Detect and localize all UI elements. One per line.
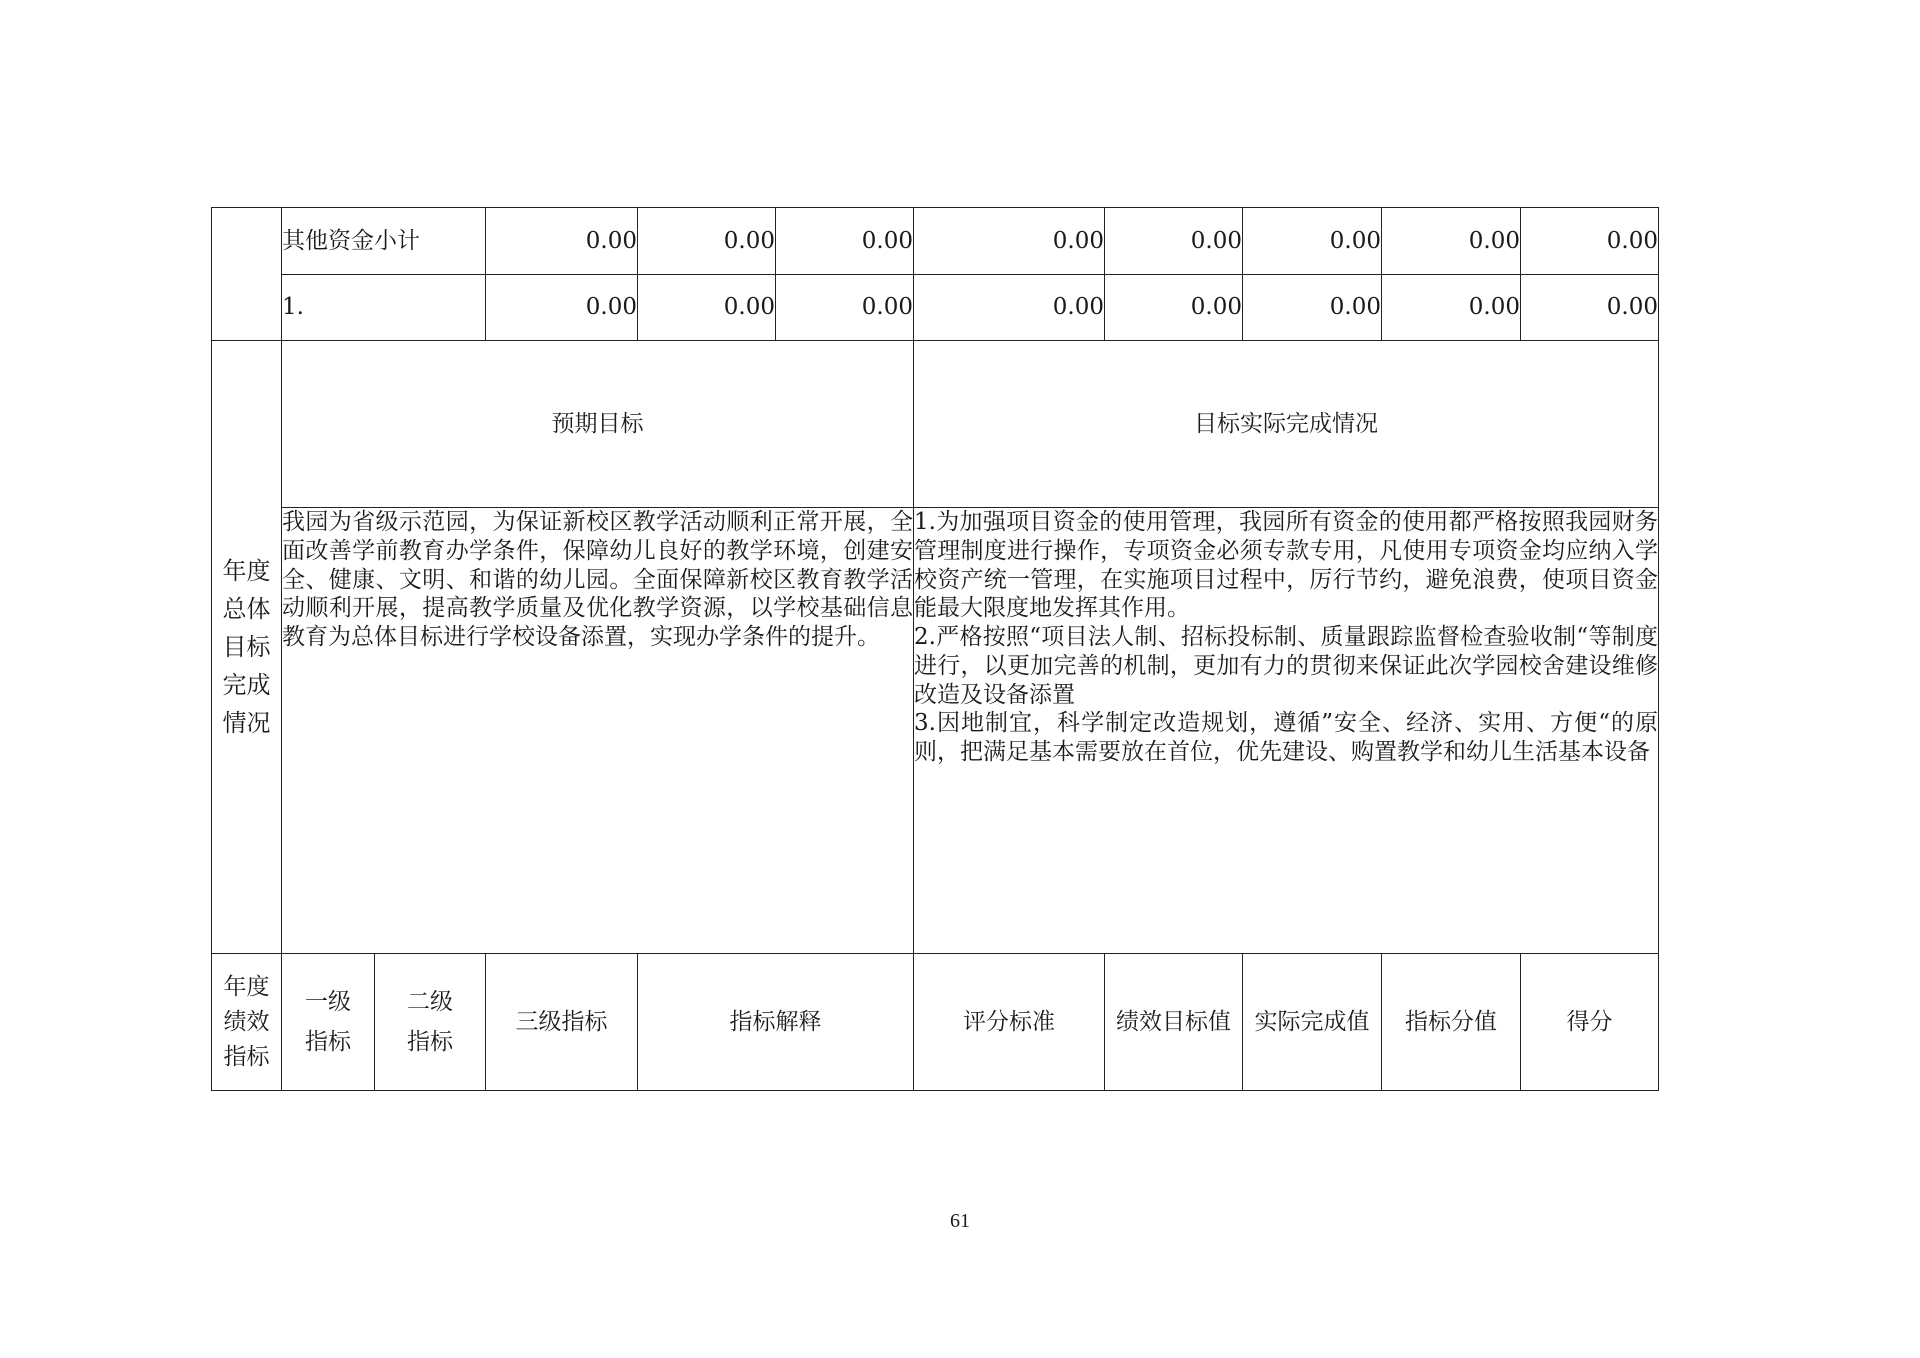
goals-header-row [212,341,1659,508]
amount-cell: 0.00 [1521,275,1659,341]
level3-header: 三级指标 [486,954,638,1091]
amount-cell: 0.00 [776,275,914,341]
explanation-header: 指标解释 [638,954,914,1091]
actual-goal-item: 1.为加强项目资金的使用管理，我园所有资金的使用都严格按照我园财务管理制度进行操作，专项资金必须专款专用，凡使用专项资金均应纳入学校资产统一管理，在实施项目过程中，厉行节约，避免浪费，使项目资金能最大限度地发挥其作用。 [914,509,1658,622]
amount-cell: 0.00 [1243,208,1382,275]
actual-goal-text [914,508,1659,954]
funding-label: 1. [282,275,486,341]
page-number: 61 [950,1210,970,1232]
funding-row-1 [212,275,1659,341]
expected-goal-paragraph: 我园为省级示范园，为保证新校区教学活动顺利正常开展，全面改善学前教育办学条件，保障幼儿良好的教学环境，创建安全、健康、文明、和谐的幼儿园。全面保障新校区教育教学活动顺利开展，提高教学质量及优化教学资源，以学校基础信息教育为总体目标进行学校设备添置，实现办学条件的提升。 [282,509,913,650]
amount-cell: 0.00 [1521,208,1659,275]
score-weight-header: 指标分值 [1382,954,1521,1091]
amount-cell: 0.00 [776,208,914,275]
amount-cell: 0.00 [914,208,1105,275]
target-value-header: 绩效目标值 [1105,954,1243,1091]
indicator-side-label: 年度绩效指标 [212,954,282,1091]
amount-cell: 0.00 [1105,208,1243,275]
amount-cell: 0.00 [638,275,776,341]
amount-cell: 0.00 [914,275,1105,341]
expected-goal-header: 预期目标 [282,341,914,508]
funding-label: 其他资金小计 [282,208,486,275]
level2-header: 二级指标 [375,954,486,1091]
actual-goal-header: 目标实际完成情况 [914,341,1659,508]
overall-goal-side-label: 年度总体目标完成情况 [212,341,282,954]
amount-cell: 0.00 [1382,208,1521,275]
amount-cell: 0.00 [486,208,638,275]
expected-goal-text [282,508,914,954]
blank-side-cell [212,208,282,341]
amount-cell: 0.00 [638,208,776,275]
goals-content-row [212,508,1659,954]
level1-header: 一级指标 [282,954,375,1091]
actual-goal-item: 3.因地制宜，科学制定改造规划，遵循”安全、经济、实用、方便“的原则，把满足基本需要放在首位，优先建设、购置教学和幼儿生活基本设备 [914,710,1658,765]
performance-table [211,207,1659,1091]
indicator-header-row [212,954,1659,1091]
score-header: 得分 [1521,954,1659,1091]
scoring-header: 评分标准 [914,954,1105,1091]
amount-cell: 0.00 [1105,275,1243,341]
amount-cell: 0.00 [1243,275,1382,341]
funding-row-subtotal [212,208,1659,275]
amount-cell: 0.00 [486,275,638,341]
actual-goal-item: 2.严格按照“项目法人制、招标投标制、质量跟踪监督检查验收制“等制度进行，以更加完善的机制，更加有力的贯彻来保证此次学园校舍建设维修改造及设备添置 [914,624,1658,708]
actual-value-header: 实际完成值 [1243,954,1382,1091]
amount-cell: 0.00 [1382,275,1521,341]
